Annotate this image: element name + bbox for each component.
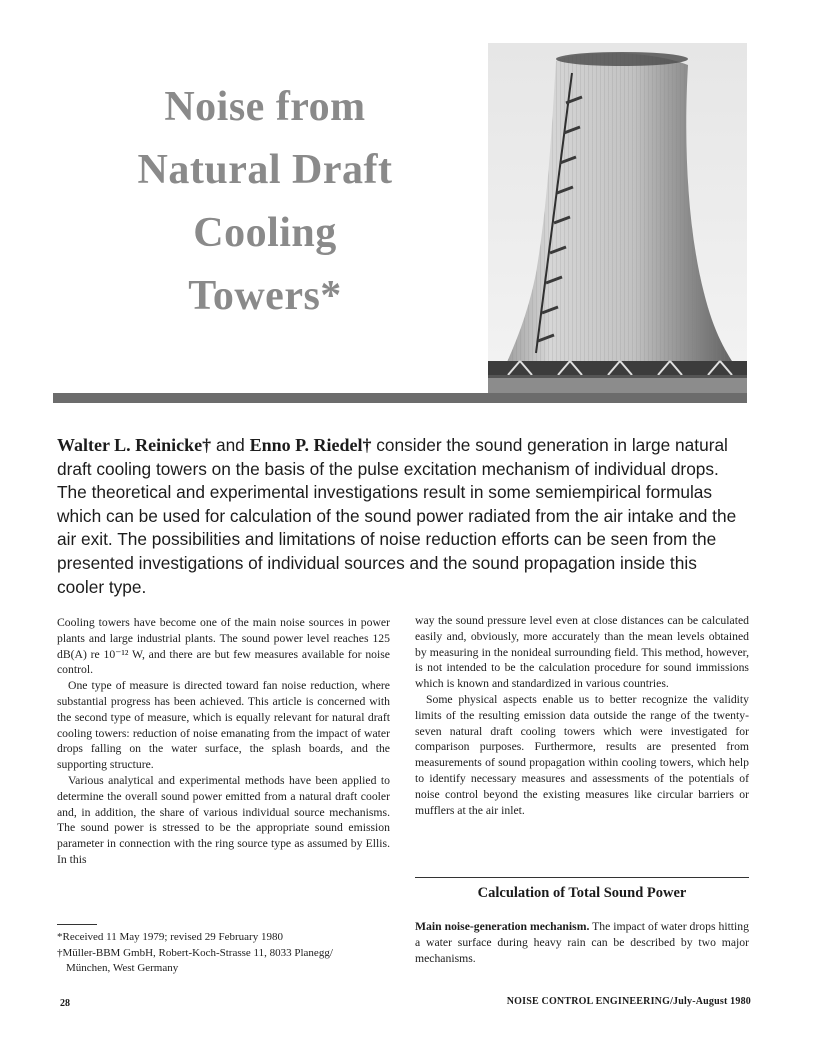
footnote-affiliation: †Müller-BBM GmbH, Robert-Koch-Strasse 11, 8033 Planegg/ xyxy=(57,946,333,959)
article-title xyxy=(90,76,440,328)
section-heading: Calculation of Total Sound Power xyxy=(477,885,687,901)
header-divider xyxy=(53,393,747,403)
section-text: The impact of water drops hitting a water surface during heavy rain can be described by two major mechanisms. xyxy=(415,920,749,965)
body-column-right xyxy=(415,613,749,818)
author-1: Walter L. Reinicke† xyxy=(57,435,212,455)
author-2: Enno P. Riedel† xyxy=(249,435,372,455)
page-number: 28 xyxy=(60,998,70,1009)
footnotes xyxy=(57,930,397,977)
body-column-left xyxy=(57,615,390,868)
running-footer: NOISE CONTROL ENGINEERING/July-August 1980 xyxy=(506,996,751,1007)
section-lead: Main noise-generation mechanism. xyxy=(415,920,590,933)
abstract xyxy=(57,434,747,599)
cooling-tower-photo xyxy=(488,43,747,393)
author-conjunction: and xyxy=(211,435,250,455)
title-line-3: Cooling xyxy=(193,210,337,256)
body-paragraph: One type of measure is directed toward fan noise reduction, where substantial progress has been achieved. This article is concerned with the second type of measure, which is equally relevant for natural draft cooling towers: reduction of noise emanating from the impact of water drops falling on the water surface, the splash boards, and the supporting structure. xyxy=(57,679,390,772)
title-line-1: Noise from xyxy=(164,84,366,130)
footnote-received: *Received 11 May 1979; revised 29 February 1980 xyxy=(57,931,283,943)
section-paragraph xyxy=(415,919,749,966)
cooling-tower-icon xyxy=(488,43,747,393)
body-paragraph: Some physical aspects enable us to better recognize the validity limits of the resulting emission data outside the range of the twenty-seven natural draft cooling towers which were investigated for comparison purposes. Furthermore, results are presented from measurements of sound propagation within cooling towers, which help to identify necessary measures and assessments of the potentials of noise control beyond the existing measures like circular barriers or mufflers at the air inlet. xyxy=(415,692,749,817)
body-paragraph: Various analytical and experimental methods have been applied to determine the overall sound power emitted from a natural draft cooler and, in addition, the share of various individual source mechanisms. The sound power is stressed to be the appropriate sound emission parameter in connection with the ring source type as assumed by Ellis. In this xyxy=(57,773,390,866)
body-paragraph: Cooling towers have become one of the main noise sources in power plants and large industrial plants. The sound power level reaches 125 dB(A) re 10⁻¹² W, and there are but few measures available for noise control. xyxy=(57,616,390,677)
footnote-divider xyxy=(57,924,97,925)
body-paragraph: way the sound pressure level even at close distances can be calculated easily and, obviously, more accurately than the mean levels obtained by measuring in the nonideal surrounding field. This method, however, is not intended to be the calculation procedure for sound immissions which is known and standardized in various countries. xyxy=(415,614,749,691)
section-divider xyxy=(415,877,749,878)
title-line-4: Towers* xyxy=(188,273,342,319)
abstract-text: consider the sound generation in large natural draft cooling towers on the basis of the pulse excitation mechanism of individual drops. The theoretical and experimental investigations result in some semiempirical formulas which can be used for calculation of the sound power radiated from the air intake and the air exit. The possibilities and limitations of noise reduction efforts can be seen from the presented investigations of individual sources and the sound propagation inside this cooler type. xyxy=(57,435,737,597)
footnote-affiliation-cont: München, West Germany xyxy=(66,962,179,974)
title-line-2: Natural Draft xyxy=(137,147,393,193)
